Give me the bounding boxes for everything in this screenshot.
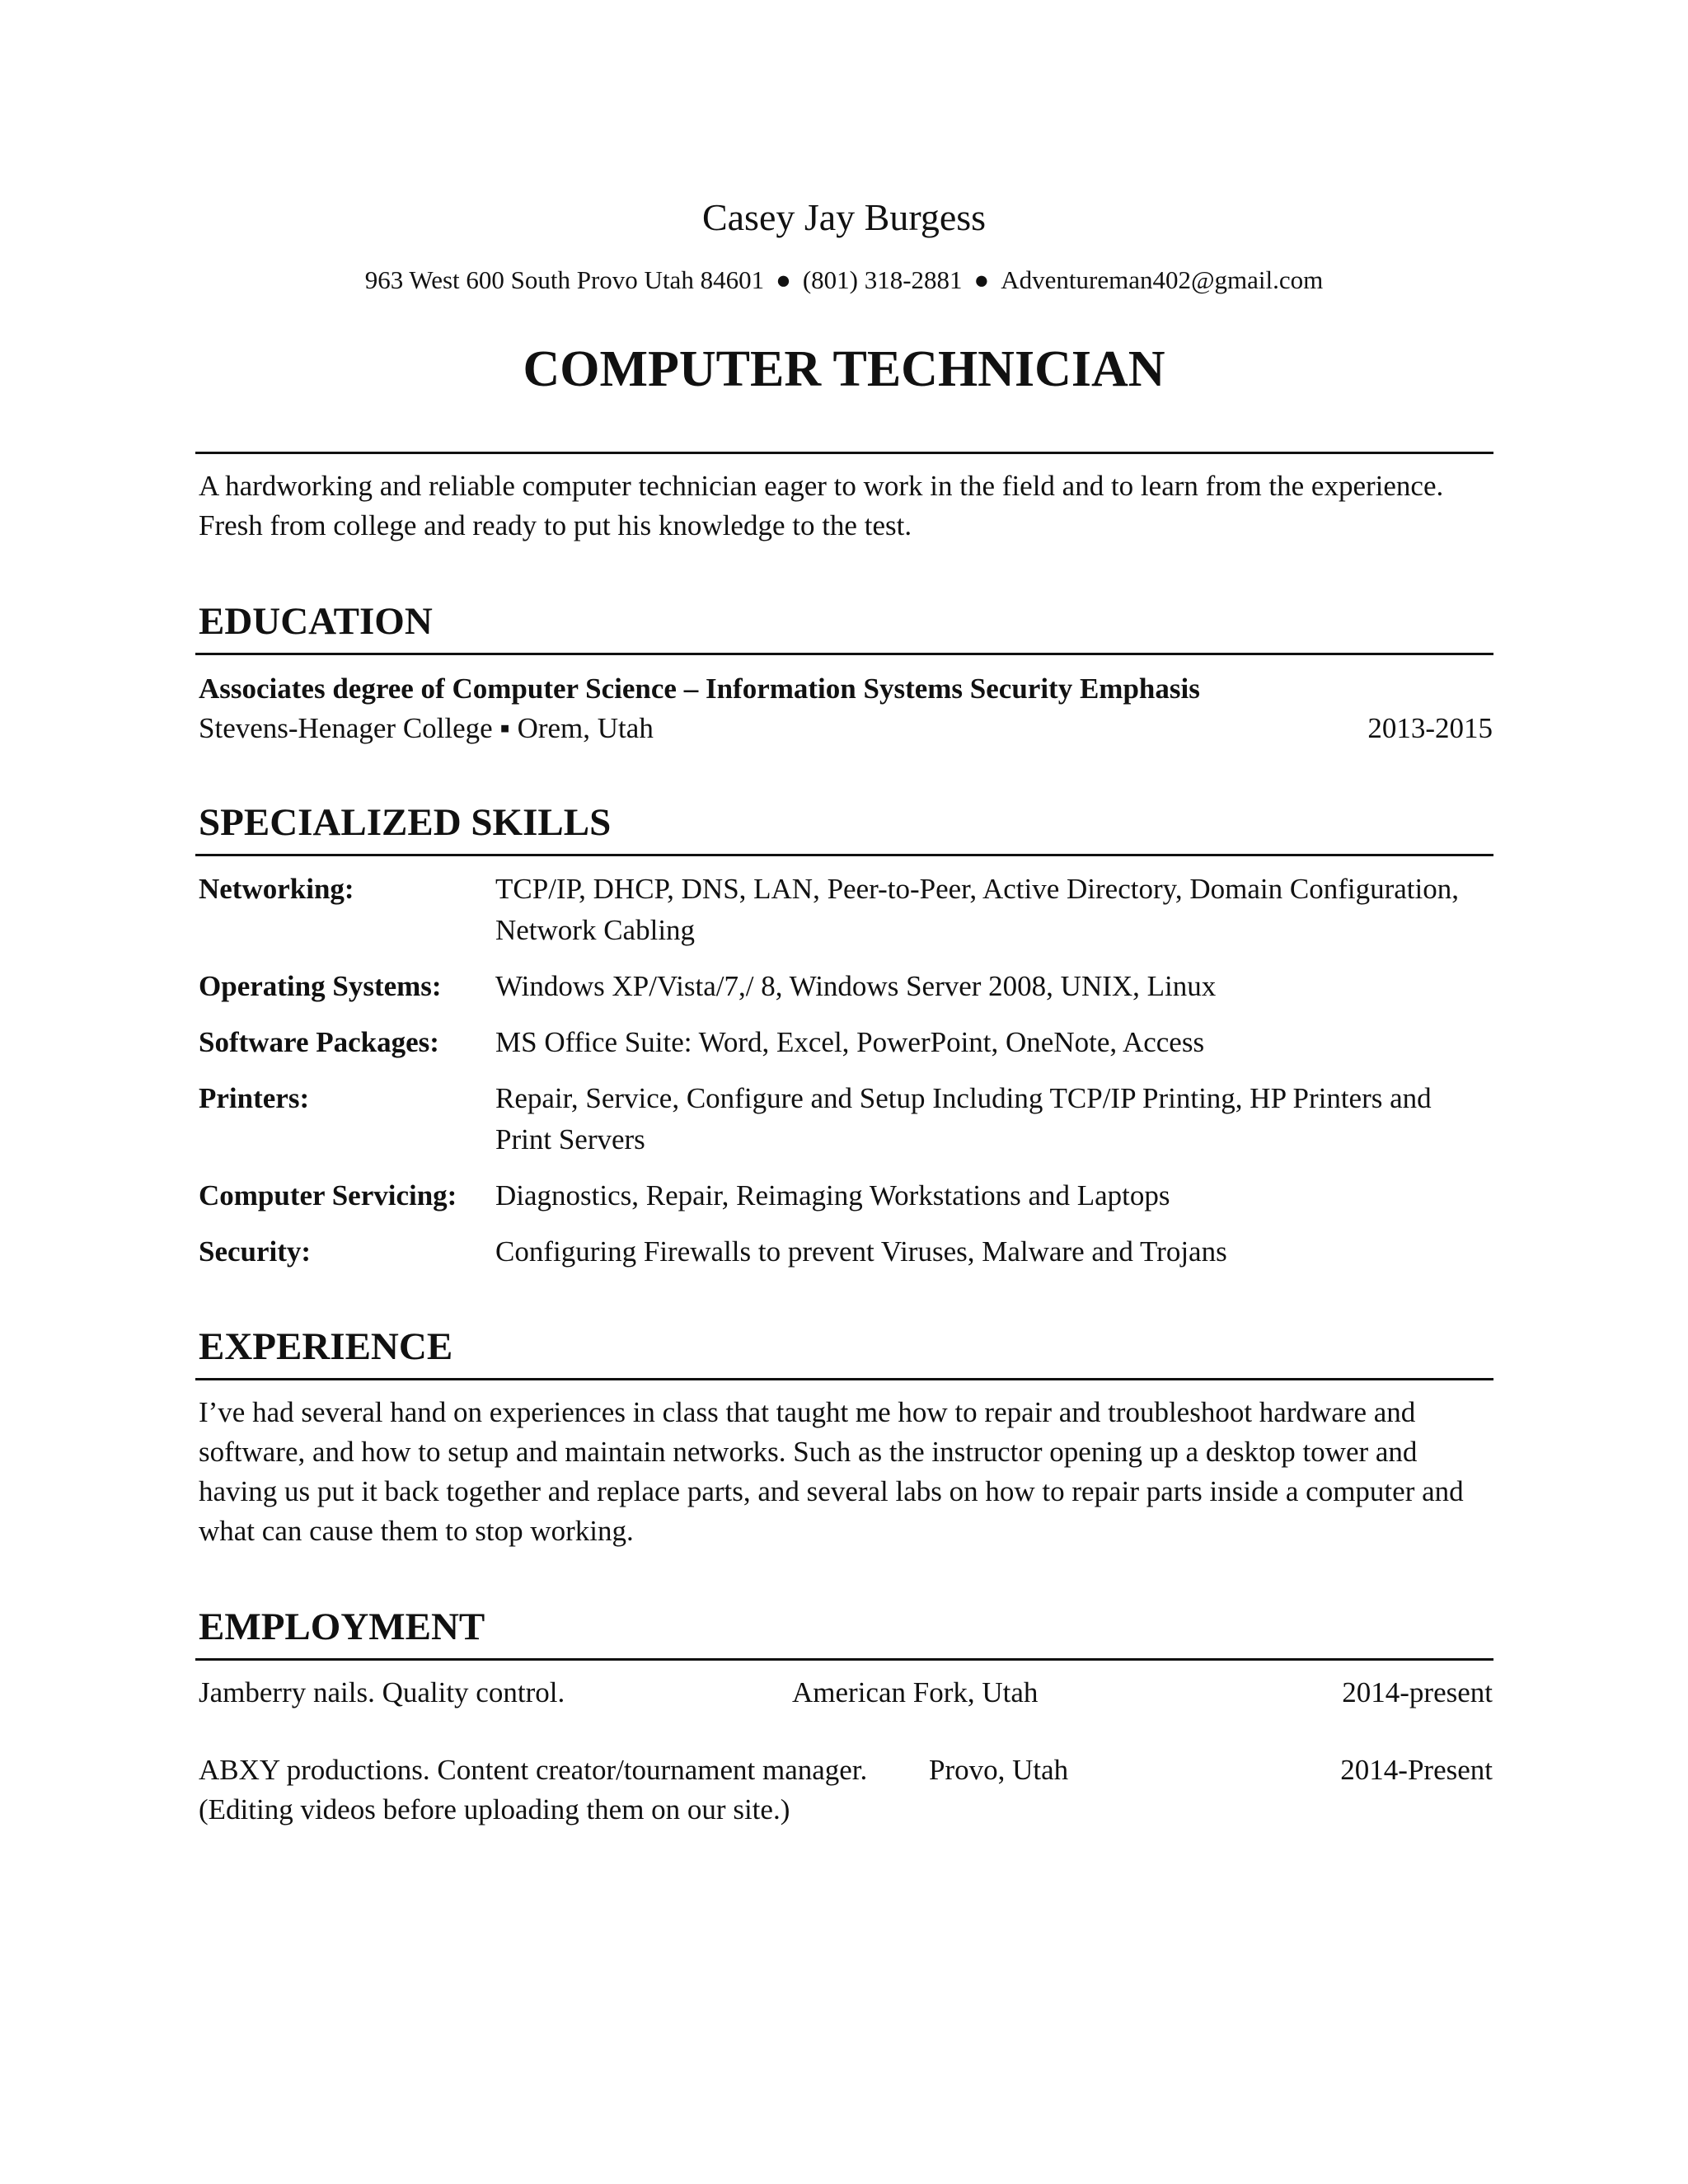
job-title: Jamberry nails. Quality control. — [199, 1676, 565, 1708]
skill-label: Computer Servicing: — [199, 1179, 457, 1212]
skill-value: Diagnostics, Repair, Reimaging Workstations and Laptops — [495, 1179, 1170, 1212]
education-years: 2013-2015 — [1367, 712, 1493, 744]
section-title-employment: EMPLOYMENT — [199, 1605, 485, 1648]
skill-value: Repair, Service, Configure and Setup Including TCP/IP Printing, HP Printers and Print Servers — [495, 1082, 1432, 1155]
divider — [195, 854, 1493, 856]
skill-value: Windows XP/Vista/7,/ 8, Windows Server 2008, UNIX, Linux — [495, 970, 1217, 1002]
skill-value: MS Office Suite: Word, Excel, PowerPoint, OneNote, Access — [495, 1026, 1205, 1058]
skill-value: TCP/IP, DHCP, DNS, LAN, Peer-to-Peer, Active Directory, Domain Configuration, Network Cabling — [495, 873, 1459, 946]
skill-label: Printers: — [199, 1082, 310, 1114]
skill-label: Security: — [199, 1235, 312, 1268]
address: 963 West 600 South Provo Utah 84601 — [364, 265, 765, 294]
phone: (801) 318-2881 — [802, 265, 963, 294]
job-dates: 2014-present — [1342, 1676, 1493, 1708]
bullet-separator: ● — [776, 265, 791, 294]
divider — [195, 1378, 1493, 1380]
bullet-separator: ● — [973, 265, 990, 294]
section-title-skills: SPECIALIZED SKILLS — [199, 801, 612, 844]
education-school-row — [199, 709, 1493, 748]
divider — [195, 452, 1493, 454]
education-degree: Associates degree of Computer Science – Information Systems Security Emphasis — [199, 673, 1200, 705]
job-title: ABXY productions. Content creator/tournament manager. — [199, 1754, 868, 1786]
divider — [195, 653, 1493, 655]
summary-text: A hardworking and reliable computer technician eager to work in the field and to learn from the experience. Fresh from college and ready to put his knowledge to the test. — [199, 470, 1444, 541]
section-title-experience: EXPERIENCE — [199, 1325, 453, 1368]
divider — [195, 1658, 1493, 1661]
skill-label: Operating Systems: — [199, 970, 442, 1002]
job-location: American Fork, Utah — [792, 1676, 1039, 1708]
skill-label: Software Packages: — [199, 1026, 439, 1058]
email-link[interactable]: Adventureman402@gmail.com — [1001, 265, 1324, 294]
contact-line — [0, 264, 1688, 297]
education-school: Stevens-Henager College ▪ Orem, Utah — [199, 712, 654, 744]
job-headline: COMPUTER TECHNICIAN — [523, 341, 1165, 397]
skill-label: Networking: — [199, 873, 354, 905]
section-title-education: EDUCATION — [199, 600, 433, 643]
job-dates: 2014-Present — [1340, 1754, 1493, 1786]
job-location: Provo, Utah — [929, 1754, 1069, 1786]
job-note: (Editing videos before uploading them on our site.) — [199, 1793, 790, 1825]
experience-text: I’ve had several hand on experiences in class that taught me how to repair and troubleshoot hardware and software, and how to setup and maintain networks. Such as the instructor opening up a desktop tower and having us put it back together and replace parts, and several labs on how to repair parts inside a computer and what can cause them to stop working. — [199, 1396, 1464, 1547]
skill-value: Configuring Firewalls to prevent Viruses, Malware and Trojans — [495, 1235, 1227, 1268]
candidate-name: Casey Jay Burgess — [701, 196, 987, 238]
